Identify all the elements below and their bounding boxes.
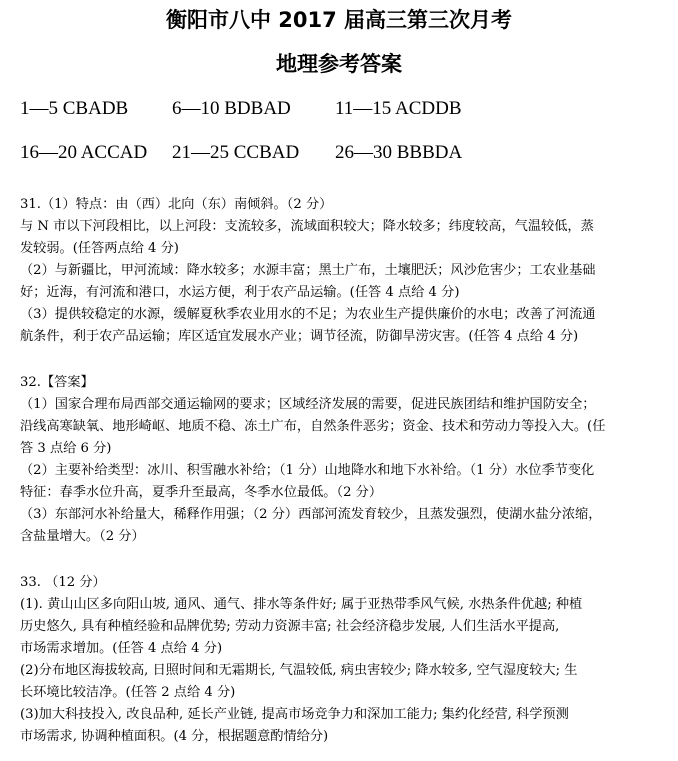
answer-line: 31.（1）特点：由（西）北向（东）南倾斜。（2 分） xyxy=(20,197,333,212)
document-title: 衡阳市八中 2017 届高三第三次月考 xyxy=(165,8,513,32)
answer-line: （3）东部河水补给量大，稀释作用强；（2 分）西部河流发育较少，且蒸发强烈，使湖水盐分浓缩， xyxy=(20,507,602,522)
answer-line: 市场需求, 协调种植面积。(4 分，根据题意酌情给分) xyxy=(20,729,329,744)
answer-line: 长环境比较洁净。(任答 2 点给 4 分) xyxy=(20,685,236,700)
document-subtitle: 地理参考答案 xyxy=(276,52,402,76)
choice-answer-group: 1—5 CBADB xyxy=(20,98,129,119)
answer-line: 沿线高寒缺氧、地形崎岖、地质不稳、冻土广布，自然条件恶劣；资金、技术和劳动力等投入大。(任 xyxy=(20,419,606,434)
question-31-answer xyxy=(20,194,668,348)
answer-line: (3)加大科技投入, 改良品种, 延长产业链, 提高市场竞争力和深加工能力; 集约化经营, 科学预测 xyxy=(20,707,569,722)
answer-line: （3）提供较稳定的水源，缓解夏秋季农业用水的不足；为农业生产提供廉价的水电；改善了河流通 xyxy=(20,307,596,322)
answer-line: 发较弱。(任答两点给 4 分) xyxy=(20,241,179,256)
answer-line: 历史悠久, 具有种植经验和品牌优势; 劳动力资源丰富; 社会经济稳步发展, 人们生活水平提高, xyxy=(20,619,560,634)
answer-line: 与 N 市以下河段相比，以上河段：支流较多，流域面积较大；降水较多；纬度较高，气温较低，蒸 xyxy=(20,219,594,234)
choice-answer-group: 21—25 CCBAD xyxy=(172,142,300,163)
question-32-answer xyxy=(20,372,668,548)
choice-answer-group: 11—15 ACDDB xyxy=(335,98,462,119)
answer-line: （2）主要补给类型：冰川、积雪融水补给；（1 分）山地降水和地下水补给。（1 分）水位季节变化 xyxy=(20,463,595,478)
answer-line: (2)分布地区海拔较高, 日照时间和无霜期长, 气温较低, 病虫害较少; 降水较多, 空气湿度较大; 生 xyxy=(20,663,578,678)
choice-answer-group: 26—30 BBBDA xyxy=(335,142,463,163)
answer-line: (1). 黄山山区多向阳山坡, 通风、通气、排水等条件好; 属于亚热带季风气候, 水热条件优越; 种植 xyxy=(20,597,583,612)
choice-answer-group: 16—20 ACCAD xyxy=(20,142,148,163)
question-33-answer xyxy=(20,572,668,748)
answer-line: （2）与新疆比，甲河流域：降水较多；水源丰富；黑土广布，土壤肥沃；风沙危害少；工农业基础 xyxy=(20,263,596,278)
answer-line: 好；近海，有河流和港口，水运方便，利于农产品运输。(任答 4 点给 4 分) xyxy=(20,285,460,300)
answer-line: 33. （12 分） xyxy=(20,575,106,590)
answer-line: （1）国家合理布局西部交通运输网的要求；区域经济发展的需要，促进民族团结和维护国防安全； xyxy=(20,397,596,412)
choice-answer-group: 6—10 BDBAD xyxy=(172,98,291,119)
answer-line: 市场需求增加。(任答 4 点给 4 分) xyxy=(20,641,223,656)
answer-line: 航条件，利于农产品运输；库区适宜发展水产业；调节径流，防御旱涝灾害。(任答 4 点给 4 分) xyxy=(20,329,579,344)
answer-line: 32.【答案】 xyxy=(20,375,94,390)
answer-line: 特征：春季水位升高，夏季升至最高，冬季水位最低。（2 分） xyxy=(20,485,383,500)
answer-line: 答 3 点给 6 分) xyxy=(20,441,112,456)
answer-line: 含盐量增大。（2 分） xyxy=(20,529,145,544)
